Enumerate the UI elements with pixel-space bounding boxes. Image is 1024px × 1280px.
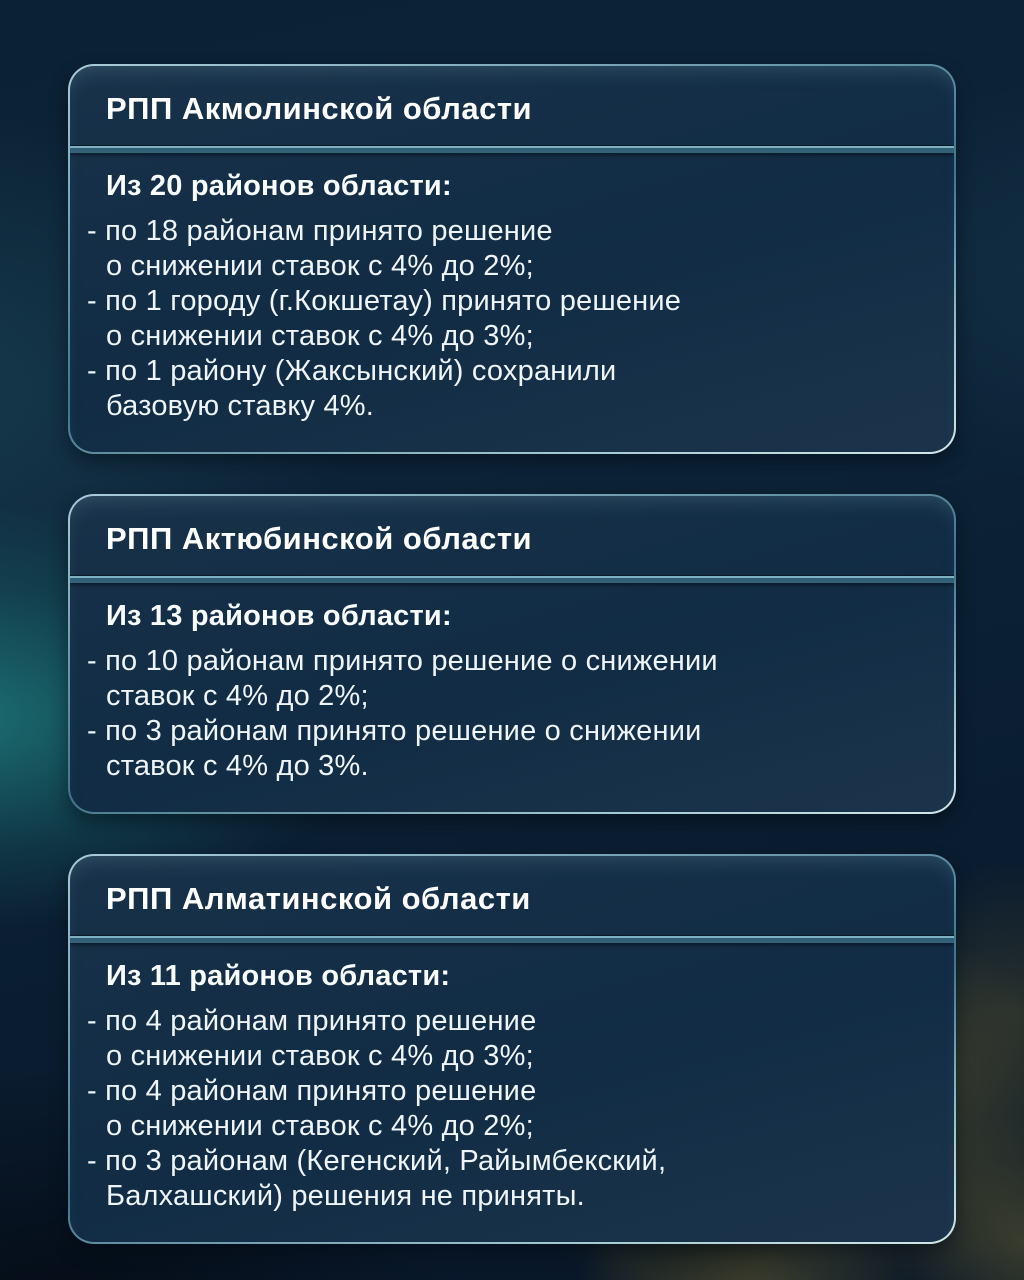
card-text-line: - по 1 району (Жаксынский) сохранили <box>87 355 617 387</box>
card-text-line: о снижении ставок с 4% до 3%; <box>106 1040 534 1072</box>
card-intro: Из 11 районов области: <box>106 960 451 992</box>
card-text-line: Балхашский) решения не приняты. <box>106 1180 585 1212</box>
card-text-line: - по 3 районам (Кегенский, Райымбекский, <box>87 1145 667 1177</box>
region-card <box>68 64 956 454</box>
card-lines <box>87 1004 924 1214</box>
card-text-line: ставок с 4% до 2%; <box>106 680 369 712</box>
card-text-line: - по 3 районам принято решение о снижении <box>87 715 702 747</box>
card-body <box>70 153 954 452</box>
region-card <box>68 494 956 814</box>
card-text-line: - по 1 городу (г.Кокшетау) принято решение <box>87 285 682 317</box>
card-text-line: - по 4 районам принято решение <box>87 1005 537 1037</box>
card-text-line: о снижении ставок с 4% до 2%; <box>106 250 534 282</box>
card-text-line: - по 10 районам принято решение о снижении <box>87 645 718 677</box>
card-body <box>70 943 954 1242</box>
card-title: РПП Алматинской области <box>106 881 531 916</box>
card-lines <box>87 644 924 784</box>
card-text-line: ставок с 4% до 3%. <box>106 750 369 782</box>
card-text-line: о снижении ставок с 4% до 2%; <box>106 1110 534 1142</box>
card-body <box>70 583 954 812</box>
card-intro: Из 20 районов области: <box>106 170 452 202</box>
card-text-line: - по 18 районам принято решение <box>87 215 553 247</box>
card-lines <box>87 214 924 424</box>
card-divider <box>70 936 954 943</box>
card-text-line: базовую ставку 4%. <box>106 390 375 422</box>
card-title: РПП Актюбинской области <box>106 521 533 556</box>
card-intro: Из 13 районов области: <box>106 600 452 632</box>
card-text-line: - по 4 районам принято решение <box>87 1075 537 1107</box>
card-text-line: о снижении ставок с 4% до 3%; <box>106 320 534 352</box>
card-divider <box>70 576 954 583</box>
region-card <box>68 854 956 1244</box>
card-title: РПП Акмолинской области <box>106 91 533 126</box>
card-divider <box>70 146 954 153</box>
